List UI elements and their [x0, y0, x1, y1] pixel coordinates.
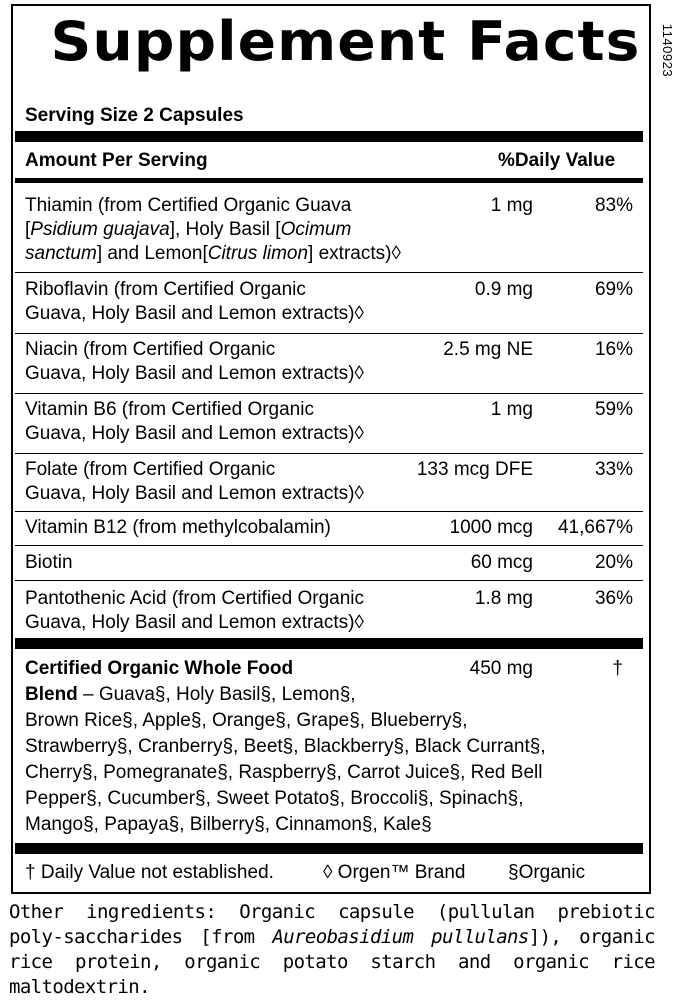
medium-rule — [15, 178, 643, 183]
footnote-orgen: ◊ Orgen™ Brand — [323, 862, 466, 883]
other-ingredients: Other ingredients: Organic capsule (pullulan prebiotic poly-saccharides [from Aureobasidium pullulans]), organic rice protein, organic potato starch and organic rice maltodextrin. — [9, 901, 656, 998]
blend-line-3: Strawberry§, Cranberry§, Beet§, Blackberry§, Black Currant§, — [25, 736, 546, 757]
nutrient-name: Thiamin (from Certified Organic Guava — [25, 195, 352, 216]
nutrient-amount: 0.9 mg — [474, 279, 533, 300]
row-divider — [15, 545, 643, 546]
thick-rule-top — [15, 131, 643, 142]
nutrient-name-line2: [Psidium guajava], Holy Basil [Ocimum — [25, 219, 352, 240]
blend-line-2: Brown Rice§, Apple§, Orange§, Grape§, Blueberry§, — [25, 710, 468, 731]
nutrient-name-line3: sanctum] and Lemon[Citrus limon] extracts)◊ — [25, 243, 401, 264]
footnote-organic: §Organic — [508, 862, 586, 883]
nutrient-name: Biotin — [25, 552, 73, 573]
row-divider — [15, 272, 643, 273]
blend-line-5: Pepper§, Cucumber§, Sweet Potato§, Broccoli§, Spinach§, — [25, 788, 524, 809]
nutrient-name-line2: Guava, Holy Basil and Lemon extracts)◊ — [25, 423, 364, 444]
nutrient-name: Vitamin B12 (from methylcobalamin) — [25, 517, 331, 538]
row-divider — [15, 333, 643, 334]
nutrient-amount: 1 mg — [490, 399, 533, 420]
thick-rule-bottom — [15, 843, 643, 854]
thick-rule-middle — [15, 638, 643, 649]
nutrient-daily-value: 16% — [594, 339, 633, 360]
nutrient-daily-value: 83% — [594, 195, 633, 216]
nutrient-amount: 1 mg — [490, 195, 533, 216]
row-divider — [15, 511, 643, 512]
footnote-dagger: † Daily Value not established. — [25, 862, 274, 883]
row-divider — [15, 453, 643, 454]
nutrient-amount: 133 mcg DFE — [416, 459, 533, 480]
nutrient-amount: 2.5 mg NE — [443, 339, 533, 360]
nutrient-name: Vitamin B6 (from Certified Organic — [25, 399, 314, 420]
nutrient-daily-value: 41,667% — [557, 517, 633, 538]
product-code-text: 1140923 — [660, 23, 676, 77]
nutrient-amount: 1000 mcg — [449, 517, 533, 538]
row-divider — [15, 393, 643, 394]
daily-value-header: %Daily Value — [498, 150, 616, 171]
nutrient-amount: 1.8 mg — [474, 588, 533, 609]
row-divider — [15, 580, 643, 581]
nutrient-amount: 60 mcg — [470, 552, 533, 573]
nutrient-daily-value: 69% — [594, 279, 633, 300]
blend-line-1: Blend – Guava§, Holy Basil§, Lemon§, — [25, 684, 356, 705]
nutrient-name-line2: Guava, Holy Basil and Lemon extracts)◊ — [25, 363, 364, 384]
blend-line-4: Cherry§, Pomegranate§, Raspberry§, Carrot Juice§, Red Bell — [25, 762, 543, 783]
nutrient-daily-value: 59% — [594, 399, 633, 420]
nutrient-daily-value: 33% — [594, 459, 633, 480]
nutrient-name-line2: Guava, Holy Basil and Lemon extracts)◊ — [25, 612, 364, 633]
blend-amount: 450 mg — [469, 658, 533, 679]
nutrient-name: Niacin (from Certified Organic — [25, 339, 276, 360]
nutrient-daily-value: 20% — [594, 552, 633, 573]
nutrient-daily-value: 36% — [594, 588, 633, 609]
nutrient-name-line2: Guava, Holy Basil and Lemon extracts)◊ — [25, 483, 364, 504]
blend-name: Certified Organic Whole Food — [25, 658, 294, 679]
blend-daily-value: † — [612, 658, 623, 679]
panel-title: Supplement Facts — [50, 10, 641, 73]
nutrient-name: Pantothenic Acid (from Certified Organic — [25, 588, 364, 609]
nutrient-name: Folate (from Certified Organic — [25, 459, 276, 480]
blend-line-6: Mango§, Papaya§, Bilberry§, Cinnamon§, Kale§ — [25, 814, 432, 835]
amount-per-serving-header: Amount Per Serving — [25, 150, 208, 171]
nutrient-name: Riboflavin (from Certified Organic — [25, 279, 306, 300]
serving-size: Serving Size 2 Capsules — [25, 105, 244, 126]
nutrient-name-line2: Guava, Holy Basil and Lemon extracts)◊ — [25, 303, 364, 324]
